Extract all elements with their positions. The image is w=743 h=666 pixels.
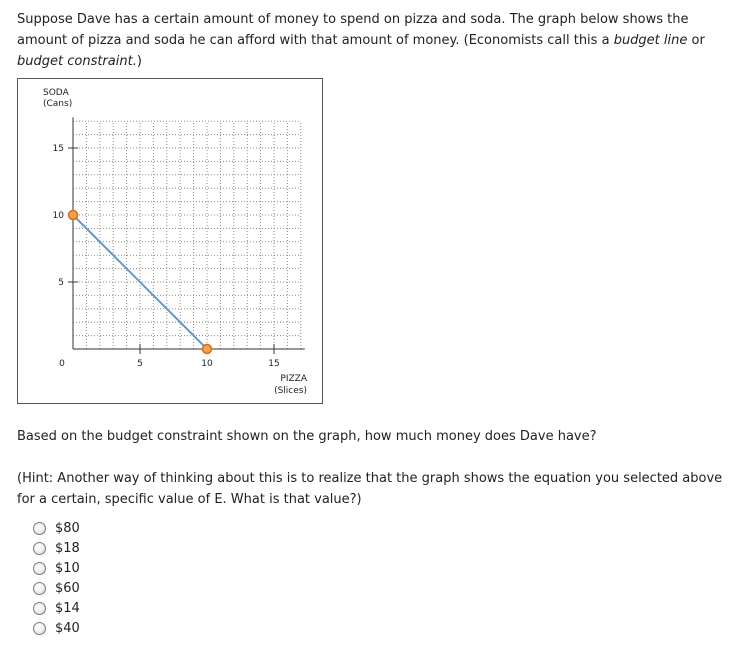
option-label: $10: [55, 560, 80, 576]
intro-part2: or: [687, 33, 705, 48]
intro-part3: ): [136, 54, 142, 69]
answer-options: [33, 518, 80, 638]
budget-point: [203, 345, 212, 354]
budget-graph: [17, 78, 323, 404]
x-tick-label: 15: [268, 359, 280, 369]
radio-button[interactable]: [33, 522, 46, 535]
option-18[interactable]: [33, 538, 80, 558]
radio-button[interactable]: [33, 602, 46, 615]
y-axis-title: SODA: [43, 88, 69, 98]
budget-point: [69, 211, 78, 220]
origin-label: 0: [59, 359, 65, 369]
grid: [73, 121, 301, 349]
budget-chart: [18, 79, 324, 405]
y-tick-label: 5: [58, 278, 64, 288]
radio-button[interactable]: [33, 582, 46, 595]
intro-text: [17, 9, 729, 72]
option-label: $60: [55, 580, 80, 596]
radio-button[interactable]: [33, 542, 46, 555]
y-tick-label: 10: [52, 211, 64, 221]
option-10[interactable]: [33, 558, 80, 578]
option-60[interactable]: [33, 578, 80, 598]
x-axis-title: PIZZA: [280, 374, 307, 384]
term-budget-constraint: budget constraint.: [17, 54, 137, 69]
option-14[interactable]: [33, 598, 80, 618]
axes: [73, 117, 305, 349]
hint-text: (Hint: Another way of thinking about this is to realize that the graph shows the equation you selected above for a certain, specific value of E. What is that value?): [17, 471, 723, 507]
option-label: $40: [55, 620, 80, 636]
term-budget-line: budget line: [613, 33, 688, 48]
option-label: $80: [55, 520, 80, 536]
y-tick-label: 15: [52, 144, 64, 154]
radio-button[interactable]: [33, 622, 46, 635]
question-text: Based on the budget constraint shown on the graph, how much money does Dave have?: [17, 429, 597, 444]
x-tick-label: 5: [137, 359, 143, 369]
y-axis-unit: (Cans): [43, 99, 73, 109]
x-tick-label: 10: [201, 359, 213, 369]
option-80[interactable]: [33, 518, 80, 538]
option-40[interactable]: [33, 618, 80, 638]
budget-line: [73, 215, 207, 349]
intro-part1: Suppose Dave has a certain amount of money to spend on pizza and soda. The graph below shows the amount of pizza and soda he can afford with that amount of money. (Economists call this a: [17, 12, 689, 48]
x-axis-unit: (Slices): [274, 386, 307, 396]
radio-button[interactable]: [33, 562, 46, 575]
option-label: $18: [55, 540, 80, 556]
option-label: $14: [55, 600, 80, 616]
